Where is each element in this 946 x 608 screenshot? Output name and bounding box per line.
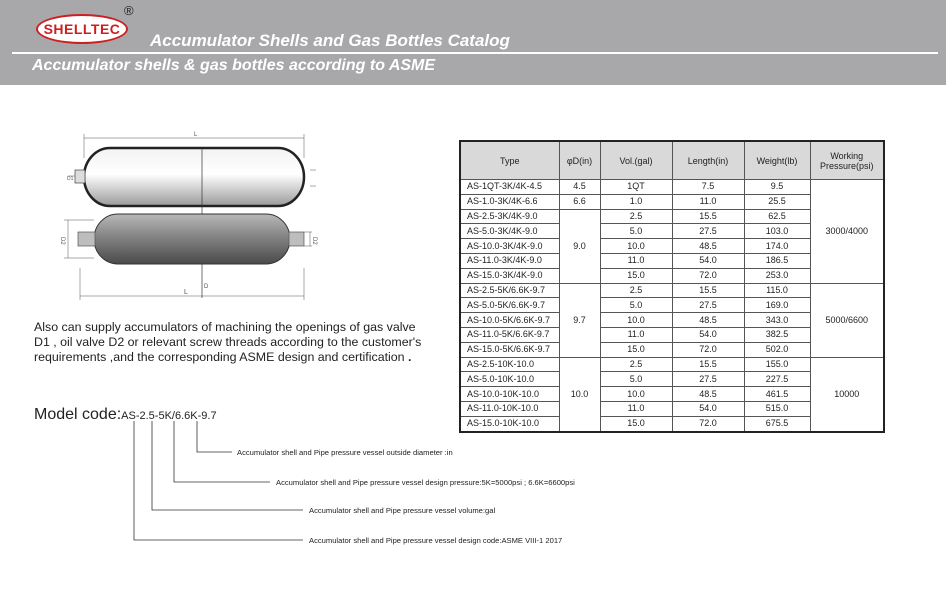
length-label-bottom: L	[184, 289, 188, 296]
table-header-row	[460, 141, 884, 180]
table-row: AS-10.0-5K/6.6K-9.7 10.0 48.5 343.0	[460, 313, 884, 328]
diameter-cell: 9.7	[559, 283, 600, 357]
svg-text:D1: D1	[67, 176, 74, 182]
diameter-cell: 4.5	[559, 180, 600, 195]
catalog-title: Accumulator Shells and Gas Bottles Catalog	[150, 31, 510, 50]
description-line-2: D1 , oil valve D2 or relevant screw threads according to the customer's	[34, 335, 422, 349]
explanation-design-code: Accumulator shell and Pipe pressure vessel design code:ASME VIII-1 2017	[309, 536, 563, 545]
registered-mark: ®	[124, 3, 134, 18]
specification-table	[459, 140, 885, 433]
table-row: AS-10.0-10K-10.0 10.0 48.5 461.5	[460, 387, 884, 402]
table-row: AS-15.0-3K/4K-9.0 15.0 72.0 253.0	[460, 268, 884, 283]
table-row: AS-2.5-5K/6.6K-9.7 9.7 2.5 15.5 115.0 5000/6600	[460, 283, 884, 298]
pressure-cell: 5000/6600	[810, 283, 884, 357]
table-row: AS-2.5-3K/4K-9.0 9.0 2.5 15.5 62.5	[460, 209, 884, 224]
description-end-mark: .	[408, 350, 412, 364]
explanation-diameter: Accumulator shell and Pipe pressure vessel outside diameter :in	[237, 448, 453, 457]
table-row: AS-15.0-10K-10.0 15.0 72.0 675.5	[460, 416, 884, 431]
diameter-cell: 6.6	[559, 194, 600, 209]
header-length: Length(in)	[672, 141, 744, 180]
header-volume: Vol.(gal)	[600, 141, 672, 180]
diameter-cell: 9.0	[559, 209, 600, 283]
header-weight: Weight(lb)	[744, 141, 810, 180]
table-row: AS-1.0-3K/4K-6.6 6.6 1.0 11.0 25.5	[460, 194, 884, 209]
svg-text:D2: D2	[311, 237, 317, 245]
model-code-label: Model code:	[34, 406, 122, 423]
header-diameter: φD(in)	[559, 141, 600, 180]
explanation-volume: Accumulator shell and Pipe pressure vessel volume:gal	[309, 506, 496, 515]
table-row: AS-11.0-5K/6.6K-9.7 11.0 54.0 382.5	[460, 327, 884, 342]
pressure-cell: 10000	[810, 357, 884, 431]
section-subtitle: Accumulator shells & gas bottles according to ASME	[32, 57, 436, 74]
table-row: AS-15.0-5K/6.6K-9.7 15.0 72.0 502.0	[460, 342, 884, 357]
explanation-pressure: Accumulator shell and Pipe pressure vessel design pressure:5K=5000psi ; 6.6K=6600psi	[276, 478, 575, 487]
model-code-example: AS-2.5-5K/6.6K-9.7	[121, 410, 217, 422]
header-type: Type	[460, 141, 559, 180]
table-row: AS-5.0-3K/4K-9.0 5.0 27.5 103.0	[460, 224, 884, 239]
table-row: AS-1QT-3K/4K-4.5 4.5 1QT 7.5 9.5 3000/4000	[460, 180, 884, 195]
diameter-cell: 10.0	[559, 357, 600, 431]
description-line-1: Also can supply accumulators of machining the openings of gas valve	[34, 320, 416, 334]
pressure-cell: 3000/4000	[810, 180, 884, 284]
table-row: AS-5.0-5K/6.6K-9.7 5.0 27.5 169.0	[460, 298, 884, 313]
table-row: AS-11.0-3K/4K-9.0 11.0 54.0 186.5	[460, 253, 884, 268]
d2-label-left: D2	[59, 237, 65, 245]
logo-text: SHELLTEC	[43, 21, 121, 37]
table-row: AS-5.0-10K-10.0 5.0 27.5 227.5	[460, 372, 884, 387]
table-row: AS-11.0-10K-10.0 11.0 54.0 515.0	[460, 401, 884, 416]
table-row: AS-10.0-3K/4K-9.0 10.0 48.5 174.0	[460, 239, 884, 254]
diameter-label: D	[204, 284, 209, 290]
length-label-top: L	[194, 132, 198, 138]
header-pressure: Working Pressure(psi)	[810, 141, 884, 180]
description-line-3: requirements ,and the corresponding ASME design and certification .	[34, 350, 412, 364]
table-row: AS-2.5-10K-10.0 10.0 2.5 15.5 155.0 10000	[460, 357, 884, 372]
